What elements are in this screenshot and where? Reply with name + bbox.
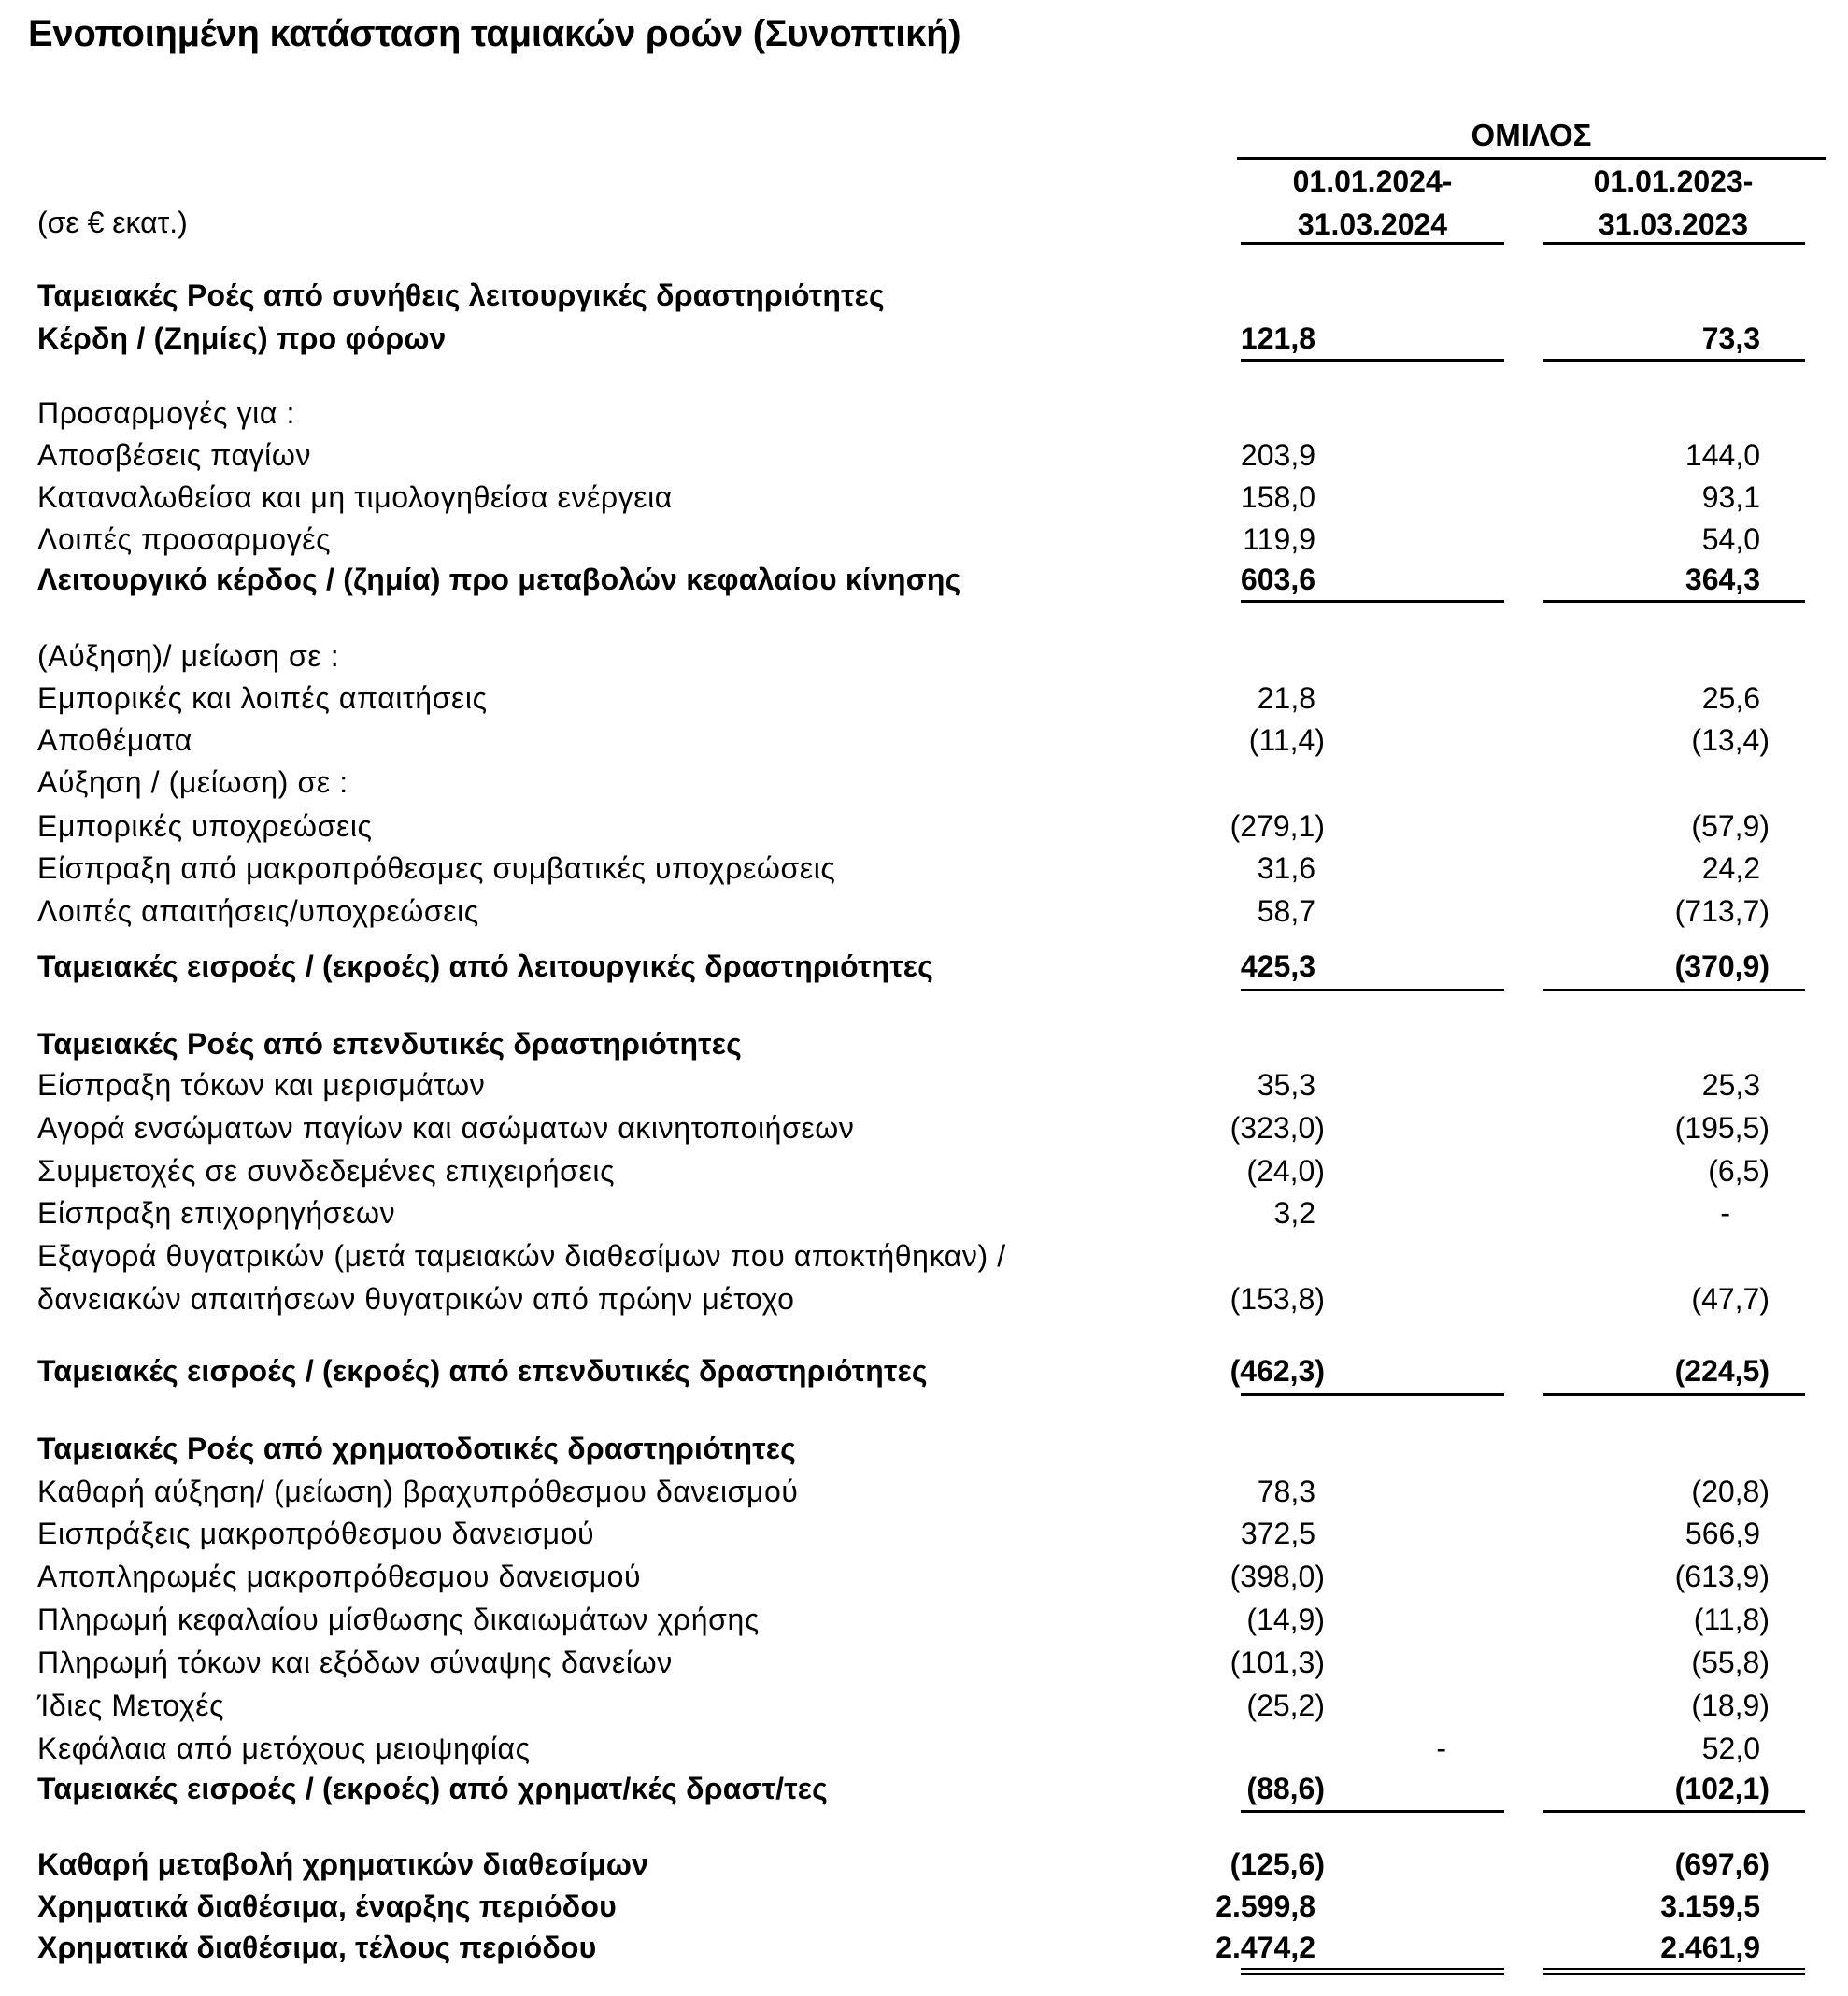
table-row xyxy=(0,1239,1848,1280)
row-label: Συμμετοχές σε συνδεδεμένες επιχειρήσεις xyxy=(37,1154,616,1188)
row-value-2023: (713,7) xyxy=(1674,894,1770,928)
row-label: Λειτουργικό κέρδος / (ζημία) προ μεταβολών κεφαλαίου κίνησης xyxy=(37,563,961,596)
row-value-2024: (11,4) xyxy=(1248,723,1325,757)
row-label: Εισπράξεις μακροπρόθεσμου δανεισμού xyxy=(37,1517,595,1550)
row-value-2024: (323,0) xyxy=(1230,1111,1325,1145)
row-label: (Αύξηση)/ μείωση σε : xyxy=(37,639,340,673)
subtotal-row xyxy=(0,949,1848,991)
row-label: Καθαρή αύξηση/ (μείωση) βραχυπρόθεσμου δανεισμού xyxy=(37,1475,799,1508)
row-label: Εμπορικές υποχρεώσεις xyxy=(37,809,373,843)
row-value-2023: (20,8) xyxy=(1691,1475,1770,1508)
row-value-2024: 2.599,8 xyxy=(1215,1889,1315,1923)
group-underline xyxy=(1237,157,1826,160)
row-value-2024: 78,3 xyxy=(1257,1475,1315,1508)
subtotal-line xyxy=(1543,989,1805,991)
table-row xyxy=(0,522,1848,563)
subtotal-line xyxy=(1241,600,1504,603)
row-label: Πληρωμή κεφαλαίου μίσθωσης δικαιωμάτων χρήσης xyxy=(37,1603,760,1636)
row-value-2024: (462,3) xyxy=(1230,1354,1325,1388)
row-label: Προσαρμογές για : xyxy=(37,396,295,430)
grand-total-double-line xyxy=(1241,1968,1504,1975)
row-value-2023: (102,1) xyxy=(1674,1772,1770,1805)
table-row xyxy=(0,639,1848,680)
section-heading-financing xyxy=(0,1432,1848,1473)
row-label: δανειακών απαιτήσεων θυγατρικών από πρώην μέτοχο xyxy=(37,1282,795,1316)
row-value-2024: 372,5 xyxy=(1240,1517,1315,1550)
row-value-2024: 425,3 xyxy=(1240,949,1315,983)
row-value-2024: 121,8 xyxy=(1240,321,1315,355)
table-row xyxy=(0,480,1848,521)
table-row xyxy=(0,765,1848,806)
row-value-2023: 54,0 xyxy=(1701,522,1760,556)
column-header-2024-end: 31.03.2024 xyxy=(1297,207,1448,241)
row-value-2023: 52,0 xyxy=(1701,1732,1760,1765)
row-value-2024: (25,2) xyxy=(1246,1689,1325,1722)
row-value-2023: 3.159,5 xyxy=(1660,1889,1760,1923)
table-row xyxy=(0,1560,1848,1601)
column-header-2023-start: 01.01.2023- xyxy=(1593,164,1754,198)
row-value-2023: (57,9) xyxy=(1691,809,1770,843)
row-value-2024: (88,6) xyxy=(1246,1772,1325,1805)
row-value-2023: (6,5) xyxy=(1708,1154,1770,1188)
table-row xyxy=(0,1111,1848,1152)
row-value-2024: (24,0) xyxy=(1246,1154,1325,1188)
row-value-2023: (370,9) xyxy=(1674,949,1770,983)
row-value-2023: 93,1 xyxy=(1701,480,1760,514)
row-value-2024: (101,3) xyxy=(1230,1646,1325,1679)
total-row xyxy=(0,1889,1848,1931)
column-header-underline-1 xyxy=(1241,242,1504,245)
row-label: Ταμειακές εισροές / (εκροές) από λειτουργικές δραστηριότητες xyxy=(37,949,933,983)
section-heading-investing xyxy=(0,1027,1848,1068)
row-value-2023: 566,9 xyxy=(1685,1517,1760,1550)
row-label: Κεφάλαια από μετόχους μειοψηφίας xyxy=(37,1732,531,1765)
row-value-2023: - xyxy=(1720,1196,1730,1230)
row-value-2023: (195,5) xyxy=(1674,1111,1770,1145)
row-label: Ταμειακές Ροές από επενδυτικές δραστηριότητες xyxy=(37,1027,743,1061)
row-label: Είσπραξη επιχορηγήσεων xyxy=(37,1196,396,1230)
column-header-2024-start: 01.01.2024- xyxy=(1292,164,1453,198)
table-row xyxy=(0,681,1848,722)
row-label: Αποθέματα xyxy=(37,723,192,757)
table-row xyxy=(0,1282,1848,1323)
row-value-2023: (224,5) xyxy=(1674,1354,1770,1388)
subtotal-line xyxy=(1241,1393,1504,1396)
row-value-2023: (13,4) xyxy=(1691,723,1770,757)
row-value-2023: (697,6) xyxy=(1674,1847,1770,1881)
table-row xyxy=(0,321,1848,363)
row-label: Χρηματικά διαθέσιμα, έναρξης περιόδου xyxy=(37,1889,617,1923)
row-value-2023: 2.461,9 xyxy=(1660,1931,1760,1964)
row-label: Αγορά ενσώματων παγίων και ασώματων ακινητοποιήσεων xyxy=(37,1111,855,1145)
row-label: Πληρωμή τόκων και εξόδων σύναψης δανείων xyxy=(37,1646,673,1679)
subtotal-line xyxy=(1543,359,1805,362)
units-label: (σε € εκατ.) xyxy=(37,206,188,239)
row-label: Αποπληρωμές μακροπρόθεσμου δανεισμού xyxy=(37,1560,642,1593)
row-label: Ταμειακές Ροές από χρηματοδοτικές δραστηριότητες xyxy=(37,1432,796,1465)
table-row xyxy=(0,1732,1848,1773)
table-row xyxy=(0,438,1848,479)
row-value-2024: (279,1) xyxy=(1230,809,1325,843)
row-label: Λοιπές απαιτήσεις/υποχρεώσεις xyxy=(37,894,479,928)
row-value-2023: 25,6 xyxy=(1701,681,1760,715)
subtotal-line xyxy=(1543,1810,1805,1813)
row-value-2024: 158,0 xyxy=(1240,480,1315,514)
row-value-2024: (125,6) xyxy=(1230,1847,1325,1881)
subtotal-row xyxy=(0,563,1848,604)
table-row xyxy=(0,1689,1848,1730)
row-value-2023: 24,2 xyxy=(1701,851,1760,885)
row-value-2024: 21,8 xyxy=(1257,681,1315,715)
row-value-2023: 364,3 xyxy=(1685,563,1760,596)
column-header-2023-end: 31.03.2023 xyxy=(1598,207,1749,241)
row-value-2023: 144,0 xyxy=(1685,438,1760,472)
row-label: Λοιπές προσαρμογές xyxy=(37,522,332,556)
subtotal-line xyxy=(1241,359,1504,362)
row-value-2023: (11,8) xyxy=(1693,1603,1770,1636)
table-row xyxy=(0,1646,1848,1687)
row-value-2024: 2.474,2 xyxy=(1215,1931,1315,1964)
row-label: Αποσβέσεις παγίων xyxy=(37,438,312,472)
row-label: Είσπραξη τόκων και μερισμάτων xyxy=(37,1068,486,1102)
table-row xyxy=(0,1196,1848,1237)
subtotal-row xyxy=(0,1354,1848,1395)
row-value-2024: 31,6 xyxy=(1257,851,1315,885)
row-label: Ταμειακές εισροές / (εκροές) από χρηματ/κές δραστ/τες xyxy=(37,1772,828,1805)
row-value-2023: (55,8) xyxy=(1691,1646,1770,1679)
row-value-2024: - xyxy=(1436,1732,1446,1765)
row-label: Αύξηση / (μείωση) σε : xyxy=(37,765,348,799)
row-label: Είσπραξη από μακροπρόθεσμες συμβατικές υποχρεώσεις xyxy=(37,851,836,885)
row-label: Εξαγορά θυγατρικών (μετά ταμειακών διαθεσίμων που αποκτήθηκαν) / xyxy=(37,1239,1006,1273)
row-label: Ίδιες Μετοχές xyxy=(37,1689,225,1722)
row-label: Καταναλωθείσα και μη τιμολογηθείσα ενέργεια xyxy=(37,480,673,514)
row-value-2024: 58,7 xyxy=(1257,894,1315,928)
table-row xyxy=(0,1603,1848,1644)
table-row xyxy=(0,851,1848,892)
row-value-2024: 203,9 xyxy=(1240,438,1315,472)
row-value-2023: 73,3 xyxy=(1701,321,1760,355)
subtotal-row xyxy=(0,1772,1848,1813)
subtotal-line xyxy=(1241,1810,1504,1813)
table-row xyxy=(0,723,1848,764)
group-column-label: ΟΜΙΛΟΣ xyxy=(1471,118,1592,152)
section-heading-operating xyxy=(0,278,1848,320)
table-row xyxy=(0,1517,1848,1558)
table-row xyxy=(0,396,1848,437)
row-value-2023: (18,9) xyxy=(1691,1689,1770,1722)
total-row xyxy=(0,1847,1848,1889)
table-row xyxy=(0,809,1848,850)
row-label: Καθαρή μεταβολή χρηματικών διαθεσίμων xyxy=(37,1847,649,1881)
total-row xyxy=(0,1931,1848,1972)
row-label: Χρηματικά διαθέσιμα, τέλους περιόδου xyxy=(37,1931,597,1964)
row-label: Ταμειακές εισροές / (εκροές) από επενδυτικές δραστηριότητες xyxy=(37,1354,928,1388)
table-row xyxy=(0,1475,1848,1516)
table-row xyxy=(0,1154,1848,1195)
row-value-2024: 3,2 xyxy=(1273,1196,1315,1230)
row-value-2024: (153,8) xyxy=(1230,1282,1325,1316)
statement-title: Ενοποιημένη κατάσταση ταμιακών ροών (Συνοπτική) xyxy=(28,13,961,54)
grand-total-double-line xyxy=(1543,1968,1805,1975)
row-value-2024: (14,9) xyxy=(1246,1603,1325,1636)
row-value-2024: 119,9 xyxy=(1243,522,1315,556)
row-label: Ταμειακές Ροές από συνήθεις λειτουργικές δραστηριότητες xyxy=(37,278,885,312)
row-value-2024: (398,0) xyxy=(1230,1560,1325,1593)
row-value-2024: 603,6 xyxy=(1240,563,1315,596)
row-value-2023: (613,9) xyxy=(1674,1560,1770,1593)
table-row xyxy=(0,894,1848,935)
subtotal-line xyxy=(1241,989,1504,991)
table-row xyxy=(0,1068,1848,1109)
column-header-underline-2 xyxy=(1543,242,1805,245)
row-value-2024: 35,3 xyxy=(1257,1068,1315,1102)
subtotal-line xyxy=(1543,1393,1805,1396)
row-value-2023: (47,7) xyxy=(1691,1282,1770,1316)
row-value-2023: 25,3 xyxy=(1701,1068,1760,1102)
subtotal-line xyxy=(1543,600,1805,603)
row-label: Κέρδη / (Ζημίες) προ φόρων xyxy=(37,321,447,355)
row-label: Εμπορικές και λοιπές απαιτήσεις xyxy=(37,681,488,715)
